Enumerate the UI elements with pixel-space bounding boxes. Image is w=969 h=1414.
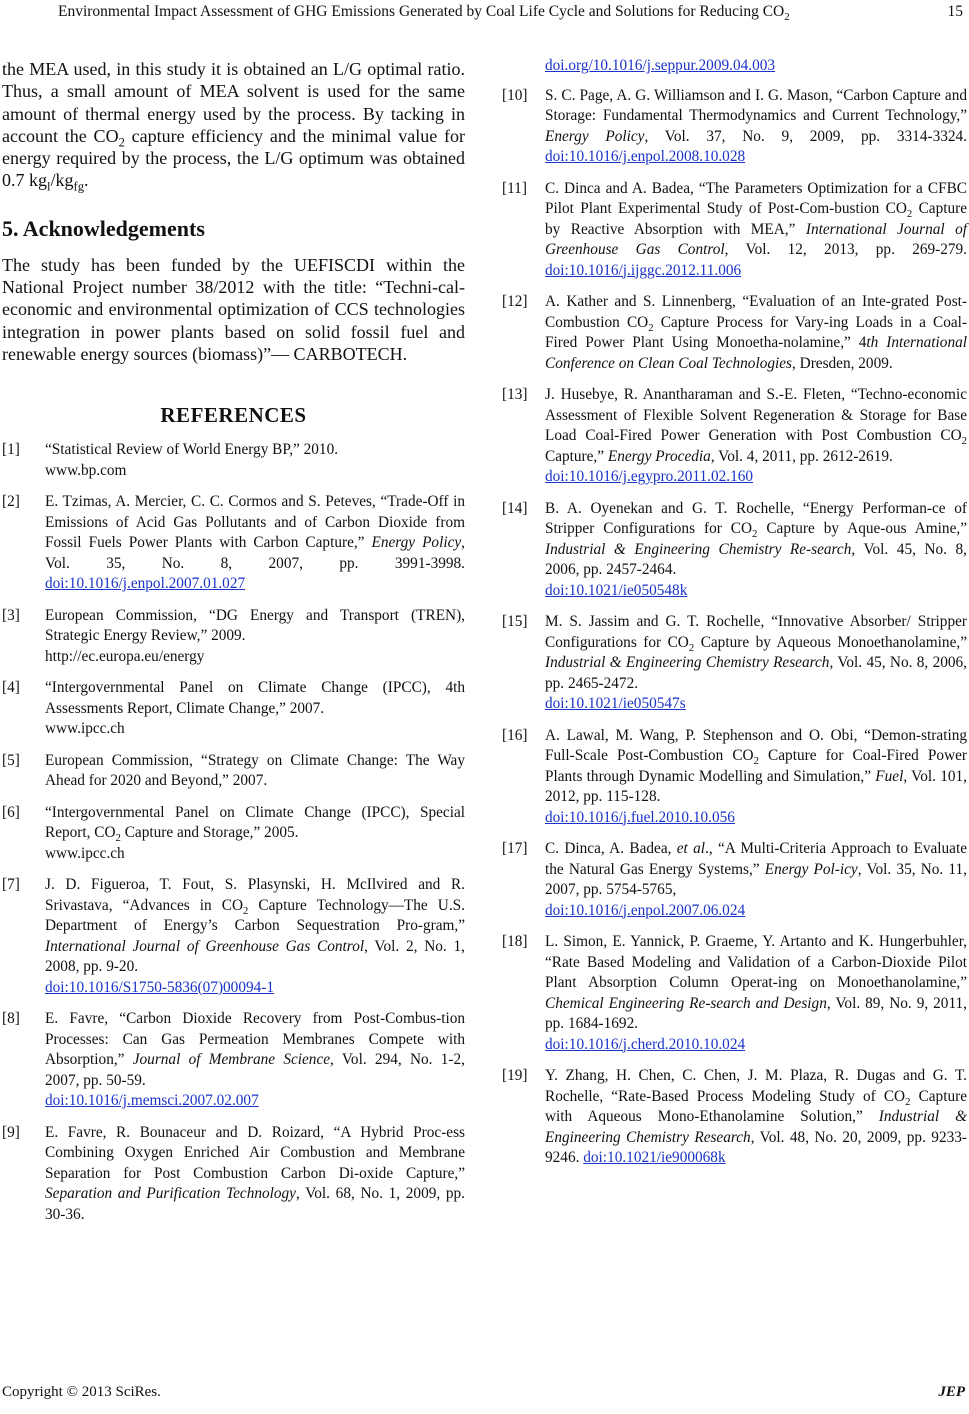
page-footer: [2, 1384, 965, 1408]
references-heading: REFERENCES: [160, 403, 307, 428]
reference-url: www.ipcc.ch: [45, 720, 125, 738]
doi-link[interactable]: doi:10.1016/j.cherd.2010.10.024: [545, 1035, 746, 1053]
conclusion-paragraph: the MEA used, in this study it is obtained an L/G optimal ratio. Thus, a small amount of MEA solvent is used for the same amount of thermal energy used by the process. By tacking in account the $CO_2$ capture efficiency and the minimal value for energy required by the process, the L/G optimum was obtained 0.7 $kg_l/kg_{fg}$.: [2, 59, 466, 195]
reference-item: [12] A. Kather and S. Linnenberg, “Evaluation of an Inte-grated Post-Combustion $CO_2$ Capture Process for Vary-ing Loads in a Coal-Fired Power Plant Using Monoetha-nolamine,” 4th International Conference on Clean Coal Technologies, Dresden, 2009.: [502, 293, 967, 372]
reference-url: www.bp.com: [45, 461, 127, 479]
doi-link[interactable]: doi:10.1021/ie050547s: [545, 695, 686, 712]
doi-link[interactable]: doi:10.1021/ie050548k: [545, 581, 688, 599]
doi-link[interactable]: doi.org/10.1016/j.seppur.2009.04.003: [545, 57, 776, 74]
doi-link[interactable]: doi:10.1016/j.enpol.2007.01.027: [45, 575, 246, 593]
reference-item: [3] European Commission, “DG Energy and Transport (TREN), Strategic Energy Review,” 2009. http://ec.europa.eu/energy: [2, 606, 465, 668]
acknowledgements-text: The study has been funded by the UEFISCDI within the National Project number 38/2012 with the title: “Techni-cal-economic and environmental optimization of CCS technologies integration in power plants based on solid fossil fuel and renewable energy sources (biomass)”— CARBOTECH.: [2, 254, 465, 364]
doi-link[interactable]: doi:10.1016/j.memsci.2007.02.007: [45, 1092, 259, 1110]
reference-item: [10] S. C. Page, A. G. Williamson and I. G. Mason, “Carbon Capture and Storage: Fundamental Thermodynamics and Current Technology,” Energy Policy, Vol. 37, No. 9, 2009, pp. 3314-3324. doi:10.1016/j.enpol.2008.10.028: [502, 86, 967, 165]
reference-item: [16] A. Lawal, M. Wang, P. Stephenson and O. Obi, “Demon-strating Full-Scale Post-Combustion $CO_2$ Capture for Coal-Fired Power Plants through Dynamic Modelling and Simulation,” Fuel, Vol. 101, 2012, pp. 115-128. doi:10.1016/j.fuel.2010.10.056: [502, 726, 968, 826]
reference-item: [8] E. Favre, “Carbon Dioxide Recovery from Post-Combus-tion Processes: Can Gas Permeation Membranes Compete with Absorption,” Journal of Membrane Science, Vol. 294, No. 1-2, 2007, pp. 50-59. doi:10.1016/j.memsci.2007.02.007: [2, 1010, 465, 1110]
acknowledgements-heading: 5. Acknowledgements: [2, 215, 205, 241]
doi-link[interactable]: doi:10.1016/j.ijggc.2012.11.006: [545, 261, 742, 279]
doi-link[interactable]: doi:10.1016/j.egypro.2011.02.160: [545, 468, 754, 485]
reference-item: [2] E. Tzimas, A. Mercier, C. C. Cormos and S. Peteves, “Trade-Off in Emissions of Acid Gas Pollutants and of Carbon Dioxide from Fossil Fuels Power Plants with Carbon Capture,” Energy Policy, Vol. 35, No. 8, 2007, pp. 3991-3998. doi:10.1016/j.enpol.2007.01.027: [2, 493, 465, 593]
reference-item: [17] C. Dinca, A. Badea, et al., “A Multi-Criteria Approach to Evaluate the Natural Gas Energy Systems,” Energy Pol-icy, Vol. 35, No. 11, 2007, pp. 5754-5765, doi:10.1016/j.enpol.2007.06.024: [502, 840, 967, 919]
left-column: [2, 58, 465, 1236]
doi-link[interactable]: doi:10.1016/j.enpol.2007.06.024: [545, 901, 746, 919]
reference-continuation: [502, 56, 967, 77]
copyright-notice: Copyright © 2013 SciRes.: [2, 1384, 161, 1400]
reference-item: [4] “Intergovernmental Panel on Climate Change (IPCC), 4th Assessments Report, Climate Change,” 2007. www.ipcc.ch: [2, 678, 465, 740]
reference-item: [13] J. Husebye, R. Anantharaman and S.-E. Fleten, “Techno-economic Assessment of Flexible Solvent Regeneration & Storage for Base Load Coal-Fired Power Generation with Post Combustion $CO_2$ Capture,” Energy Procedia, Vol. 4, 2011, pp. 2612-2619. doi:10.1016/j.egypro.2011.02.160: [502, 386, 967, 485]
reference-item: [14] B. A. Oyenekan and G. T. Rochelle, “Energy Performan-ce of Stripper Configurations for $CO_2$ Capture by Aque-ous Amine,” Industrial & Engineering Chemistry Re-search, Vol. 45, No. 8, 2006, pp. 2457-2464. doi:10.1021/ie050548k: [502, 499, 967, 599]
reference-item: [19] Y. Zhang, H. Chen, C. Chen, J. M. Plaza, R. Dugas and G. T. Rochelle, “Rate-Based Process Modeling Study of $CO_2$ Capture with Aqueous Mono-Ethanolamine Solution,” Industrial & Engineering Chemistry Research, Vol. 48, No. 20, 2009, pp. 9233-9246. doi:10.1021/ie900068k: [502, 1067, 967, 1166]
right-column: [502, 56, 967, 1180]
doi-link[interactable]: doi:10.1016/j.fuel.2010.10.056: [545, 808, 735, 826]
reference-item: [18] L. Simon, E. Yannick, P. Graeme, Y. Artanto and K. Hungerbuhler, “Rate Based Modeling and Validation of a Carbon-Dioxide Pilot Plant Absorption Column Operat-ing on Monoethanolamine,” Chemical Engineering Re-search and Design, Vol. 89, No. 9, 2011, pp. 1684-1692. doi:10.1016/j.cherd.2010.10.024: [502, 933, 967, 1053]
running-header: [0, 0, 969, 30]
reference-item: [7] J. D. Figueroa, T. Fout, S. Plasynski, H. McIlvired and R. Srivastava, “Advances in $CO_2$ Capture Technology—The U.S. Department of Energy’s Carbon Sequestration Pro-gram,” International Journal of Greenhouse Gas Control, Vol. 2, No. 1, 2008, pp. 9-20. doi:10.1016/S1750-5836(07)00094-1: [2, 876, 465, 996]
reference-url: www.ipcc.ch: [45, 844, 125, 862]
journal-abbreviation: JEP: [938, 1384, 965, 1400]
reference-url: http://ec.europa.eu/energy: [45, 647, 205, 665]
doi-link[interactable]: doi:10.1016/j.enpol.2008.10.028: [545, 148, 746, 165]
reference-item: [15] M. S. Jassim and G. T. Rochelle, “Innovative Absorber/ Stripper Configurations for $CO_2$ Capture by Aqueous Monoethanolamine,” Industrial & Engineering Chemistry Research, Vol. 45, No. 8, 2006, pp. 2465-2472. doi:10.1021/ie050547s: [502, 613, 967, 712]
reference-item: [9] E. Favre, R. Bounaceur and D. Roizard, “A Hybrid Proc-ess Combining Oxygen Enriched Air Combustion and Membrane Separation for Post Combustion Carbon Di-oxide Capture,” Separation and Purification Technology, Vol. 68, No. 1, 2009, pp. 30-36.: [2, 1123, 465, 1223]
doi-link[interactable]: doi:10.1016/S1750-5836(07)00094-1: [45, 978, 275, 996]
reference-item: [1] “Statistical Review of World Energy BP,” 2010. www.bp.com: [2, 440, 465, 481]
page-number: 15: [947, 3, 963, 20]
reference-item: [11] C. Dinca and A. Badea, “The Parameters Optimization for a CFBC Pilot Plant Experimental Study of Post-Com-bustion $CO_2$ Capture by Reactive Absorption with MEA,” International Journal of Greenhouse Gas Control, Vol. 12, 2013, pp. 269-279. doi:10.1016/j.ijggc.2012.11.006: [502, 179, 968, 279]
reference-item: [6] “Intergovernmental Panel on Climate Change (IPCC), Special Report, $CO_2$ Capture and Storage,” 2005. www.ipcc.ch: [2, 803, 465, 865]
reference-item: [5] European Commission, “Strategy on Climate Change: The Way Ahead for 2020 and Beyond,” 2007.: [2, 751, 465, 790]
running-title: Environmental Impact Assessment of GHG Emissions Generated by Coal Life Cycle and Solutions for Reducing $CO_2$: [58, 3, 790, 24]
doi-link[interactable]: doi:10.1021/ie900068k: [583, 1149, 726, 1166]
